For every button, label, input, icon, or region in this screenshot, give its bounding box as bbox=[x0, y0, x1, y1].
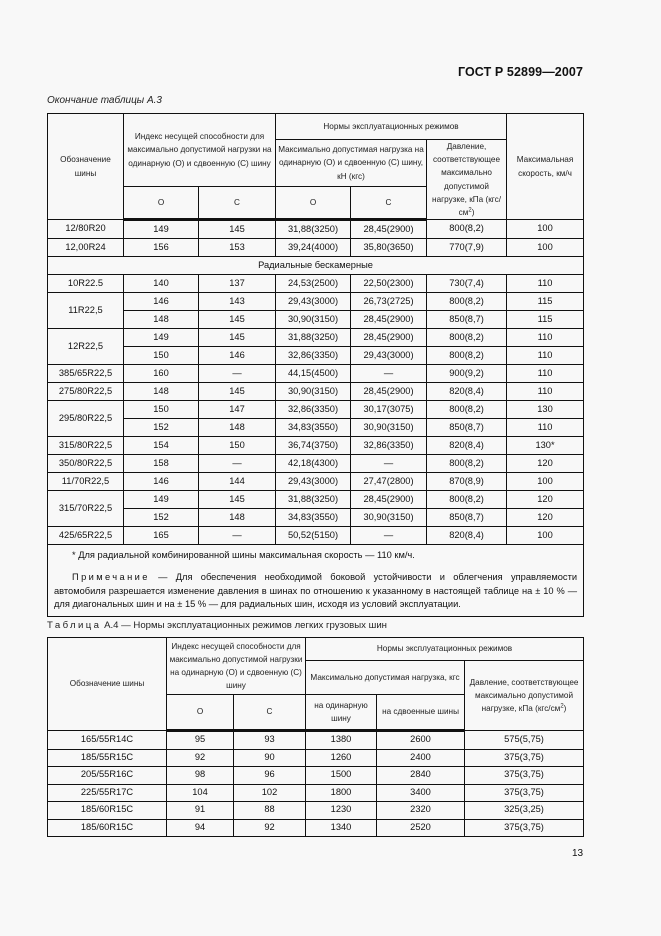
cell-idx-o: 94 bbox=[167, 819, 234, 837]
table-row bbox=[48, 819, 584, 837]
cell-idx-o: 146 bbox=[124, 293, 199, 311]
cell-load-o: 29,43(3000) bbox=[276, 473, 351, 491]
note bbox=[54, 571, 577, 611]
cell-load-o: 34,83(3550) bbox=[276, 509, 351, 527]
cell-designation: 275/80R22,5 bbox=[48, 383, 124, 401]
table-row bbox=[48, 329, 584, 347]
cell-idx-o: 152 bbox=[124, 509, 199, 527]
cell-pressure: 800(8,2) bbox=[427, 329, 507, 347]
cell-load-o: 29,43(3000) bbox=[276, 293, 351, 311]
cell-idx-o: 95 bbox=[167, 731, 234, 750]
table-row bbox=[48, 437, 584, 455]
cell-idx-o: 91 bbox=[167, 802, 234, 820]
cell-speed: 130 bbox=[507, 401, 584, 419]
cell-idx-c: 153 bbox=[199, 239, 276, 257]
header-norms: Нормы эксплуатационных режимов bbox=[306, 638, 584, 661]
cell-idx-o: 150 bbox=[124, 347, 199, 365]
cell-load-c: 28,45(2900) bbox=[351, 329, 427, 347]
cell-idx-c: 102 bbox=[234, 784, 306, 802]
page-number: 13 bbox=[572, 848, 584, 859]
cell-pressure: 850(8,7) bbox=[427, 419, 507, 437]
cell-load-c: 22,50(2300) bbox=[351, 275, 427, 293]
table-row bbox=[48, 401, 584, 419]
cell-idx-o: 146 bbox=[124, 473, 199, 491]
table-row bbox=[48, 784, 584, 802]
cell-speed: 110 bbox=[507, 275, 584, 293]
cell-idx-o: 160 bbox=[124, 365, 199, 383]
cell-idx-o: 154 bbox=[124, 437, 199, 455]
cell-idx-o: 165 bbox=[124, 527, 199, 545]
group-row bbox=[48, 257, 584, 275]
table-row bbox=[48, 473, 584, 491]
cell-dual: 3400 bbox=[377, 784, 465, 802]
cell-single: 1340 bbox=[306, 819, 377, 837]
cell-pressure: 375(3,75) bbox=[465, 749, 584, 767]
cell-idx-c: 148 bbox=[199, 419, 276, 437]
cell-designation: 11R22,5 bbox=[48, 293, 124, 329]
cell-load-o: 36,74(3750) bbox=[276, 437, 351, 455]
note-text: — Для обеспечения необходимой боковой устойчивости и облегчения управляемости автомобиля разрешается изменение давления в шинах по отношению к указанному в настоящей таблице на ± 10 % — для диагональных шин и на ± 15 % — для радиальных шин, исходя из условий эксплуатации. bbox=[54, 572, 578, 610]
cell-designation: 12,00R24 bbox=[48, 239, 124, 257]
cell-idx-o: 140 bbox=[124, 275, 199, 293]
table-row bbox=[48, 220, 584, 239]
notes-row bbox=[48, 545, 584, 617]
cell-pressure: 800(8,2) bbox=[427, 491, 507, 509]
cell-pressure: 375(3,75) bbox=[465, 819, 584, 837]
cell-idx-o: 149 bbox=[124, 491, 199, 509]
cell-load-o: 34,83(3550) bbox=[276, 419, 351, 437]
cell-load-o: 31,88(3250) bbox=[276, 220, 351, 239]
table-row bbox=[48, 275, 584, 293]
cell-speed: 115 bbox=[507, 293, 584, 311]
cell-speed: 110 bbox=[507, 419, 584, 437]
cell-load-o: 39,24(4000) bbox=[276, 239, 351, 257]
cell-designation: 350/80R22,5 bbox=[48, 455, 124, 473]
table-a3-caption: Окончание таблицы А.3 bbox=[47, 95, 162, 106]
header-index-c: С bbox=[199, 187, 276, 220]
cell-single: 1800 bbox=[306, 784, 377, 802]
cell-speed: 110 bbox=[507, 383, 584, 401]
cell-pressure: 375(3,75) bbox=[465, 767, 584, 785]
table-row bbox=[48, 311, 584, 329]
cell-pressure: 800(8,2) bbox=[427, 455, 507, 473]
header-index-c: С bbox=[234, 695, 306, 731]
cell-pressure: 900(9,2) bbox=[427, 365, 507, 383]
cell-idx-o: 98 bbox=[167, 767, 234, 785]
header-load-index: Индекс несущей способности для максимально допустимой нагрузки на одинарную (О) и сдвоенную (С) шину bbox=[167, 638, 306, 695]
cell-designation: 10R22.5 bbox=[48, 275, 124, 293]
cell-single: 1260 bbox=[306, 749, 377, 767]
table-row bbox=[48, 491, 584, 509]
cell-designation: 185/60R15C bbox=[48, 802, 167, 820]
cell-dual: 2400 bbox=[377, 749, 465, 767]
header-designation: Обозначение шины bbox=[48, 638, 167, 731]
cell-idx-c: 145 bbox=[199, 383, 276, 401]
cell-load-c: 28,45(2900) bbox=[351, 220, 427, 239]
cell-designation: 11/70R22,5 bbox=[48, 473, 124, 491]
cell-dual: 2600 bbox=[377, 731, 465, 750]
header-single: на одинарную шину bbox=[306, 695, 377, 731]
cell-pressure: 850(8,7) bbox=[427, 311, 507, 329]
table-row bbox=[48, 802, 584, 820]
cell-pressure: 870(8,9) bbox=[427, 473, 507, 491]
table-row bbox=[48, 455, 584, 473]
cell-load-c: 30,90(3150) bbox=[351, 509, 427, 527]
cell-idx-o: 150 bbox=[124, 401, 199, 419]
cell-idx-c: 137 bbox=[199, 275, 276, 293]
table-row bbox=[48, 383, 584, 401]
header-designation: Обозначение шины bbox=[48, 114, 124, 220]
cell-speed: 110 bbox=[507, 347, 584, 365]
cell-pressure: 730(7,4) bbox=[427, 275, 507, 293]
cell-speed: 100 bbox=[507, 220, 584, 239]
cell-designation: 185/55R15C bbox=[48, 749, 167, 767]
cell-pressure: 800(8,2) bbox=[427, 220, 507, 239]
table-row bbox=[48, 767, 584, 785]
cell-speed: 110 bbox=[507, 329, 584, 347]
cell-single: 1500 bbox=[306, 767, 377, 785]
cell-pressure: 800(8,2) bbox=[427, 293, 507, 311]
cell-load-c: 30,90(3150) bbox=[351, 419, 427, 437]
cell-idx-o: 92 bbox=[167, 749, 234, 767]
cell-designation: 295/80R22,5 bbox=[48, 401, 124, 437]
cell-designation: 315/70R22,5 bbox=[48, 491, 124, 527]
cell-pressure: 850(8,7) bbox=[427, 509, 507, 527]
cell-load-o: 24,53(2500) bbox=[276, 275, 351, 293]
cell-load-o: 32,86(3350) bbox=[276, 347, 351, 365]
cell-idx-c: — bbox=[199, 455, 276, 473]
cell-designation: 205/55R16C bbox=[48, 767, 167, 785]
cell-load-o: 42,18(4300) bbox=[276, 455, 351, 473]
cell-pressure: 375(3,75) bbox=[465, 784, 584, 802]
cell-idx-c: — bbox=[199, 527, 276, 545]
table-a4 bbox=[47, 637, 584, 837]
cell-idx-c: 147 bbox=[199, 401, 276, 419]
cell-idx-o: 149 bbox=[124, 220, 199, 239]
table-row bbox=[48, 509, 584, 527]
table-row bbox=[48, 731, 584, 750]
cell-load-c: 28,45(2900) bbox=[351, 383, 427, 401]
cell-speed: 100 bbox=[507, 473, 584, 491]
header-norms: Нормы эксплуатационных режимов bbox=[276, 114, 507, 140]
cell-load-c: 28,45(2900) bbox=[351, 491, 427, 509]
cell-pressure: 770(7,9) bbox=[427, 239, 507, 257]
table-row bbox=[48, 365, 584, 383]
cell-load-c: 30,17(3075) bbox=[351, 401, 427, 419]
cell-load-c: 29,43(3000) bbox=[351, 347, 427, 365]
cell-speed: 120 bbox=[507, 509, 584, 527]
cell-idx-c: 145 bbox=[199, 220, 276, 239]
table-a3 bbox=[47, 113, 584, 617]
cell-speed: 100 bbox=[507, 527, 584, 545]
table-row bbox=[48, 347, 584, 365]
cell-load-o: 32,86(3350) bbox=[276, 401, 351, 419]
cell-idx-c: 150 bbox=[199, 437, 276, 455]
cell-idx-c: 143 bbox=[199, 293, 276, 311]
cell-load-o: 31,88(3250) bbox=[276, 329, 351, 347]
cell-idx-c: 90 bbox=[234, 749, 306, 767]
cell-load-o: 30,90(3150) bbox=[276, 383, 351, 401]
cell-pressure: 820(8,4) bbox=[427, 383, 507, 401]
cell-idx-c: 88 bbox=[234, 802, 306, 820]
cell-speed: 100 bbox=[507, 239, 584, 257]
cell-dual: 2520 bbox=[377, 819, 465, 837]
cell-load-c: 35,80(3650) bbox=[351, 239, 427, 257]
header-max-load: Максимально допустимая нагрузка, кгс bbox=[306, 661, 465, 695]
header-index-o: О bbox=[167, 695, 234, 731]
cell-idx-o: 156 bbox=[124, 239, 199, 257]
cell-pressure: 800(8,2) bbox=[427, 401, 507, 419]
cell-idx-c: — bbox=[199, 365, 276, 383]
cell-pressure: 820(8,4) bbox=[427, 527, 507, 545]
cell-designation: 12R22,5 bbox=[48, 329, 124, 365]
header-max-speed: Максимальная скорость, км/ч bbox=[507, 114, 584, 220]
group-label: Радиальные бескамерные bbox=[48, 257, 584, 275]
cell-speed: 120 bbox=[507, 491, 584, 509]
cell-idx-o: 149 bbox=[124, 329, 199, 347]
cell-pressure: 820(8,4) bbox=[427, 437, 507, 455]
cell-load-o: 44,15(4500) bbox=[276, 365, 351, 383]
cell-load-c: 26,73(2725) bbox=[351, 293, 427, 311]
cell-load-c: 28,45(2900) bbox=[351, 311, 427, 329]
cell-idx-c: 92 bbox=[234, 819, 306, 837]
header-max-load: Максимально допустимая нагрузка на одинарную (О) и сдвоенную (С) шину, кН (кгс) bbox=[276, 140, 427, 187]
cell-designation: 185/60R15C bbox=[48, 819, 167, 837]
cell-speed: 110 bbox=[507, 365, 584, 383]
cell-idx-c: 145 bbox=[199, 329, 276, 347]
table-row bbox=[48, 293, 584, 311]
cell-load-c: 32,86(3350) bbox=[351, 437, 427, 455]
cell-idx-c: 146 bbox=[199, 347, 276, 365]
header-load-o: О bbox=[276, 187, 351, 220]
cell-idx-o: 148 bbox=[124, 311, 199, 329]
cell-idx-c: 148 bbox=[199, 509, 276, 527]
cell-idx-c: 145 bbox=[199, 491, 276, 509]
header-index-o: О bbox=[124, 187, 199, 220]
cell-designation: 12/80R20 bbox=[48, 220, 124, 239]
cell-idx-o: 104 bbox=[167, 784, 234, 802]
cell-idx-c: 144 bbox=[199, 473, 276, 491]
table-a4-caption: Таблица А.4 — Нормы эксплуатационных режимов легких грузовых шин bbox=[47, 620, 387, 631]
table-row bbox=[48, 749, 584, 767]
note-label: Примечание bbox=[72, 572, 150, 583]
cell-single: 1380 bbox=[306, 731, 377, 750]
cell-idx-c: 93 bbox=[234, 731, 306, 750]
footnote: * Для радиальной комбинированной шины максимальная скорость — 110 км/ч. bbox=[72, 550, 415, 560]
header-pressure: Давление, соответствующее максимально допустимой нагрузке, кПа $(кгс/см^2)$ bbox=[427, 140, 507, 220]
notes-cell bbox=[48, 545, 584, 617]
cell-pressure: 800(8,2) bbox=[427, 347, 507, 365]
document-code: ГОСТ Р 52899—2007 bbox=[457, 65, 583, 79]
cell-load-c: — bbox=[351, 527, 427, 545]
header-pressure: Давление, соответствующее максимально допустимой нагрузке, кПа $(кгс/см^2)$ bbox=[465, 661, 584, 731]
header-load-c: С bbox=[351, 187, 427, 220]
table-row bbox=[48, 239, 584, 257]
cell-load-c: 27,47(2800) bbox=[351, 473, 427, 491]
cell-designation: 385/65R22,5 bbox=[48, 365, 124, 383]
cell-speed: 120 bbox=[507, 455, 584, 473]
cell-designation: 315/80R22,5 bbox=[48, 437, 124, 455]
cell-load-c: — bbox=[351, 455, 427, 473]
cell-idx-o: 148 bbox=[124, 383, 199, 401]
cell-idx-c: 96 bbox=[234, 767, 306, 785]
cell-load-o: 31,88(3250) bbox=[276, 491, 351, 509]
cell-single: 1230 bbox=[306, 802, 377, 820]
cell-idx-o: 152 bbox=[124, 419, 199, 437]
cell-speed: 115 bbox=[507, 311, 584, 329]
cell-idx-o: 158 bbox=[124, 455, 199, 473]
cell-designation: 165/55R14C bbox=[48, 731, 167, 750]
cell-pressure: 575(5,75) bbox=[465, 731, 584, 750]
table-row bbox=[48, 527, 584, 545]
cell-designation: 225/55R17C bbox=[48, 784, 167, 802]
cell-designation: 425/65R22,5 bbox=[48, 527, 124, 545]
cell-load-o: 30,90(3150) bbox=[276, 311, 351, 329]
table-row bbox=[48, 419, 584, 437]
header-dual: на сдвоенные шины bbox=[377, 695, 465, 731]
cell-dual: 2840 bbox=[377, 767, 465, 785]
cell-speed: 130* bbox=[507, 437, 584, 455]
cell-pressure: 325(3,25) bbox=[465, 802, 584, 820]
cell-dual: 2320 bbox=[377, 802, 465, 820]
cell-load-c: — bbox=[351, 365, 427, 383]
header-load-index: Индекс несущей способности для максимально допустимой нагрузки на одинарную (О) и сдвоенную (С) шину bbox=[124, 114, 276, 187]
cell-idx-c: 145 bbox=[199, 311, 276, 329]
cell-load-o: 50,52(5150) bbox=[276, 527, 351, 545]
